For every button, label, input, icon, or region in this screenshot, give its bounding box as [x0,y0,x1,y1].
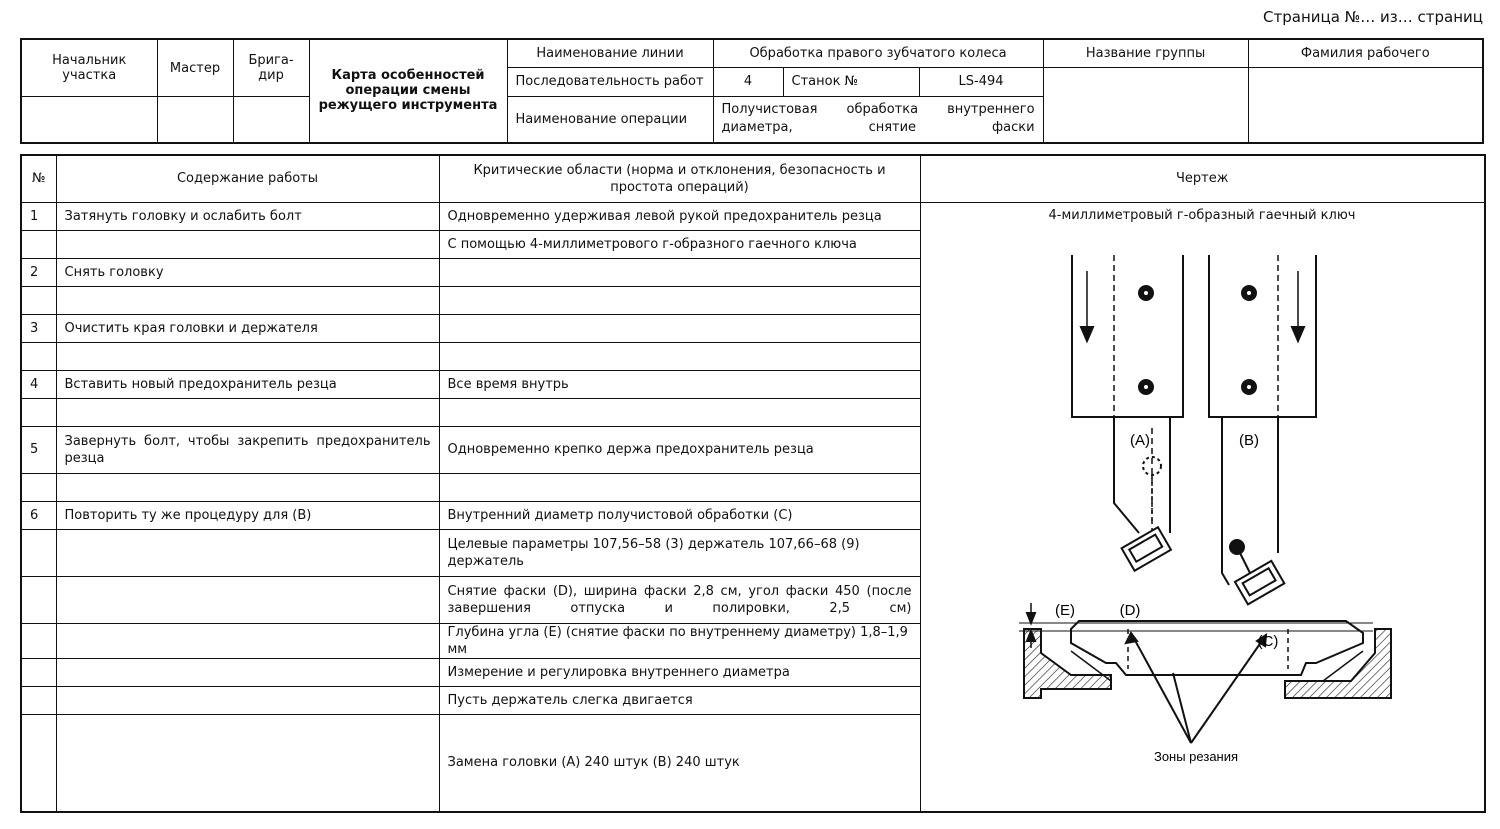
row-content [56,342,439,370]
row-num [21,286,56,314]
workpiece [1019,603,1391,743]
page-number-label: Страница №… из… страниц [1263,8,1483,26]
work-table [20,154,1486,813]
zones-label: Зоны резания [1153,748,1238,764]
worker-label: Фамилия рабочего [1248,39,1483,67]
row-content [56,230,439,258]
drawing-cell [920,202,1485,812]
label-a: (A) [1129,431,1150,449]
foreman-label: Брига-дир [233,39,309,97]
row-content [56,529,439,576]
sequence-label: Последовательность работ [507,67,713,97]
row-content [56,286,439,314]
row-critical [439,258,920,286]
row-num: 4 [21,370,56,398]
col-header-critical: Критические области (норма и отклонения, безопасность и простота операций) [439,155,920,202]
machine-value: LS-494 [919,67,1043,97]
row-critical [439,286,920,314]
row-critical [439,314,920,342]
row-critical: Снятие фаски (D), ширина фаски 2,8 см, угол фаски 450 (после завершения отпуска и полировки, 2,5 см) [439,576,920,623]
machine-label: Станок № [783,67,919,97]
row-critical: Одновременно крепко держа предохранитель резца [439,426,920,473]
group-value-cell [1043,67,1248,143]
row-num [21,398,56,426]
col-header-drawing: Чертеж [920,155,1485,202]
sequence-value: 4 [713,67,783,97]
row-critical [439,342,920,370]
cutter-drawing [921,203,1484,807]
row-num [21,529,56,576]
col-header-content: Содержание работы [56,155,439,202]
row-critical: Пусть держатель слегка двигается [439,686,920,714]
header-table [20,38,1484,144]
row-critical: Целевые параметры 107,56–58 (3) держатель 107,66–68 (9) держатель [439,529,920,576]
master-sign-cell [157,97,233,143]
row-critical: Глубина угла (E) (снятие фаски по внутреннему диаметру) 1,8–1,9 мм [439,623,920,658]
wrench-label: 4-миллиметровый г-образный гаечный ключ [1048,207,1356,223]
row-num: 2 [21,258,56,286]
line-name-label: Наименование линии [507,39,713,67]
line-name-value: Обработка правого зубчатого колеса [713,39,1043,67]
row-num [21,714,56,812]
row-num [21,473,56,501]
label-e: (E) [1054,601,1075,619]
row-content: Затянуть головку и ослабить болт [56,202,439,230]
col-header-num: № [21,155,56,202]
row-critical: С помощью 4-миллиметрового г-образного гаечного ключа [439,230,920,258]
row-critical: Замена головки (A) 240 штук (B) 240 штук [439,714,920,812]
row-content [56,473,439,501]
row-critical: Внутренний диаметр получистовой обработки (C) [439,501,920,529]
card-title: Карта особенностей операции смены режущего инструмента [309,39,507,143]
row-num: 1 [21,202,56,230]
row-content: Вставить новый предохранитель резца [56,370,439,398]
table-row [21,202,1485,230]
master-label: Мастер [157,39,233,97]
row-content: Завернуть болт, чтобы закрепить предохранитель резца [56,426,439,473]
label-b: (B) [1238,431,1259,449]
operation-label: Наименование операции [507,97,713,143]
row-critical: Измерение и регулировка внутреннего диаметра [439,658,920,686]
chief-label: Начальник участка [21,39,157,97]
operation-value: Получистовая обработка внутреннего диаметра, снятие фаски [713,97,1043,143]
row-num [21,342,56,370]
row-critical [439,398,920,426]
row-content [56,623,439,658]
row-num [21,230,56,258]
row-num: 5 [21,426,56,473]
row-num: 3 [21,314,56,342]
row-critical: Одновременно удерживая левой рукой предохранитель резца [439,202,920,230]
label-c: (C) [1257,632,1278,650]
row-num [21,576,56,623]
foreman-sign-cell [233,97,309,143]
row-critical: Все время внутрь [439,370,920,398]
row-content [56,714,439,812]
row-content: Снять головку [56,258,439,286]
row-content [56,686,439,714]
label-d: (D) [1119,601,1140,619]
row-num: 6 [21,501,56,529]
worker-value-cell [1248,67,1483,143]
work-table-body [21,155,1485,812]
row-content: Повторить ту же процедуру для (B) [56,501,439,529]
row-num [21,686,56,714]
row-num [21,623,56,658]
row-content [56,398,439,426]
row-critical [439,473,920,501]
chief-sign-cell [21,97,157,143]
group-label: Название группы [1043,39,1248,67]
row-content [56,658,439,686]
row-num [21,658,56,686]
row-content [56,576,439,623]
row-content: Очистить края головки и держателя [56,314,439,342]
